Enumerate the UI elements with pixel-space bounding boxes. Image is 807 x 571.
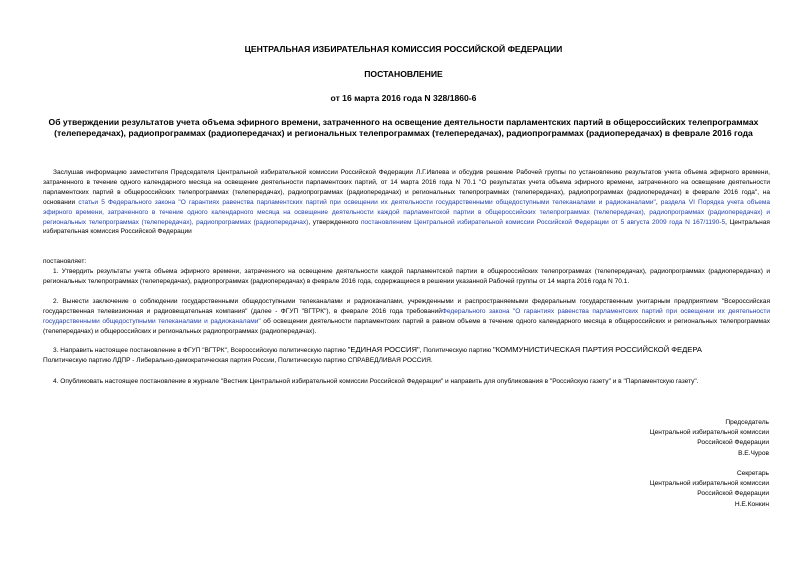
item-1-paragraph: 1. Утвердить результаты учета объема эфирного времени, затраченного на освещение деятельности каждой парламентской партии в общероссийских телепрограммах (телепередачах), радиопрограммах (радиопередачах) и региональных телепрограммах (телепередачах), радиопрограммах (радиопередачах) в феврале 2016 года, содержащиеся в решении указанной Рабочей группы от 14 марта 2016 года N 70.1. xyxy=(43,268,770,285)
secretary-signature-block xyxy=(650,469,769,510)
resolution-167-link[interactable]: постановлением Центральной избирательной комиссии Российской Федерации от 5 августа 2009 года N 167/1190-5 xyxy=(361,218,726,226)
party-united-russia: "ЕДИНАЯ РОССИЯ" xyxy=(347,345,420,354)
item-4-paragraph: 4. Опубликовать настоящее постановление в журнале "Вестник Центральной избирательной комиссии Российской Федерации" и направить для опубликования в "Российскую газету" и в "Парламентскую газету". xyxy=(53,378,699,385)
preamble-text-4: , Центральная избирательная комиссия Российской Федерации xyxy=(43,218,770,236)
resolves-heading: постановляет: xyxy=(43,258,87,265)
item-2-paragraph xyxy=(43,297,770,337)
document-type: ПОСТАНОВЛЕНИЕ xyxy=(364,69,443,79)
item-3-paragraph xyxy=(43,345,770,356)
item-2-text-2: об освещении деятельности парламентских партий в равном объеме в течение одного календарного месяца в общероссийских и региональных телепрограммах (телепередачах) и общероссийских и региональных радиопрограммах (радиопередачах). xyxy=(43,317,770,335)
preamble-text-2: , xyxy=(655,198,661,206)
procedure-section-6-link[interactable]: раздела VI Порядка учета объема эфирного времени, затраченного в течение одного календарного месяца на освещение деятельности каждой парламентской партии в общероссийских телепрограммах (телепередачах), радиопрограммах (радиопередачах) и региональных телепрограммах (телепередачах), радиопрограммах (радиопередачах) xyxy=(43,198,771,226)
item-3-text-1: 3. Направить настоящее постановление в ФГУП "ВГТРК", Всероссийскую политическую партию xyxy=(53,347,348,354)
chair-signature-block xyxy=(650,418,769,459)
chair-name: В.Е.Чуров xyxy=(738,449,769,457)
secretary-position: Секретарь xyxy=(736,470,769,477)
document-date-number: от 16 марта 2016 года N 328/1860-6 xyxy=(330,93,477,103)
secretary-name: Н.Е.Конкин xyxy=(734,500,769,508)
law-article-5-link[interactable]: статьи 5 Федерального закона "О гарантиях равенства парламентских партий при освещении их деятельности государственными общедоступными телеканалами и радиоканалами" xyxy=(78,198,656,206)
document-title: Об утверждении результатов учета объема эфирного времени, затраченного на освещение деятельности парламентских партий в общероссийских телепрограммах (телепередачах), радиопрограммах (радиопередачах) и региональных телепрограммах (телепередачах), радиопрограммах (радиопередачах) в феврале 2016 года xyxy=(48,117,759,139)
preamble-text-3: , утвержденного xyxy=(308,218,361,226)
issuing-organization: ЦЕНТРАЛЬНАЯ ИЗБИРАТЕЛЬНАЯ КОМИССИЯ РОССИЙСКОЙ ФЕДЕРАЦИИ xyxy=(244,44,563,54)
item-3-text-2: , Политическую партию xyxy=(419,347,493,354)
secretary-country: Российской Федерации xyxy=(697,490,769,498)
federal-law-link[interactable]: Федерального закона "О гарантиях равенства парламентских партий при освещении их деятельности государственными общедоступными телеканалами и радиоканалами" xyxy=(43,307,770,325)
item-2-text-1: 2. Вынести заключение о соблюдении государственными общедоступными телеканалами и радиоканалами, учрежденными и распространяемыми федеральным государственным унитарным предприятием "Всероссийская государственная телевизионная и радиовещательная компания" (далее - ФГУП "ВГТРК"), в феврале 2016 года требований xyxy=(43,298,770,315)
preamble-text-1: Заслушав информацию заместителя Председателя Центральной избирательной комиссии Российской Федерации Л.Г.Ивлева и обсудив решение Рабочей группы по установлению результатов учета объема эфирного времени, затраченного в течение одного календарного месяца на освещение деятельности парламентских партий, от 14 марта 2016 года N 70.1 "О результатах учета объема эфирного времени, затраченного на освещение деятельности парламентских партий в общероссийских телепрограммах (телепередачах), радиопрограммах (радиопередачах) и региональных телепрограммах (телепередачах), радиопрограммах (радиопередачах) в феврале 2016 года", на основании xyxy=(43,169,770,206)
preamble-paragraph xyxy=(43,168,770,237)
item-3-continuation: Политическую партию ЛДПР - Либерально-демократическая партия России, Политическую партию СПРАВЕДЛИВАЯ РОССИЯ. xyxy=(43,357,433,364)
chair-country: Российской Федерации xyxy=(697,439,769,447)
chair-organization: Центральной избирательной комиссии xyxy=(649,429,769,437)
secretary-organization: Центральной избирательной комиссии xyxy=(649,480,769,488)
chair-position: Председатель xyxy=(725,419,769,426)
party-communist: "КОММУНИСТИЧЕСКАЯ ПАРТИЯ РОССИЙСКОЙ ФЕДЕРА xyxy=(492,345,702,354)
